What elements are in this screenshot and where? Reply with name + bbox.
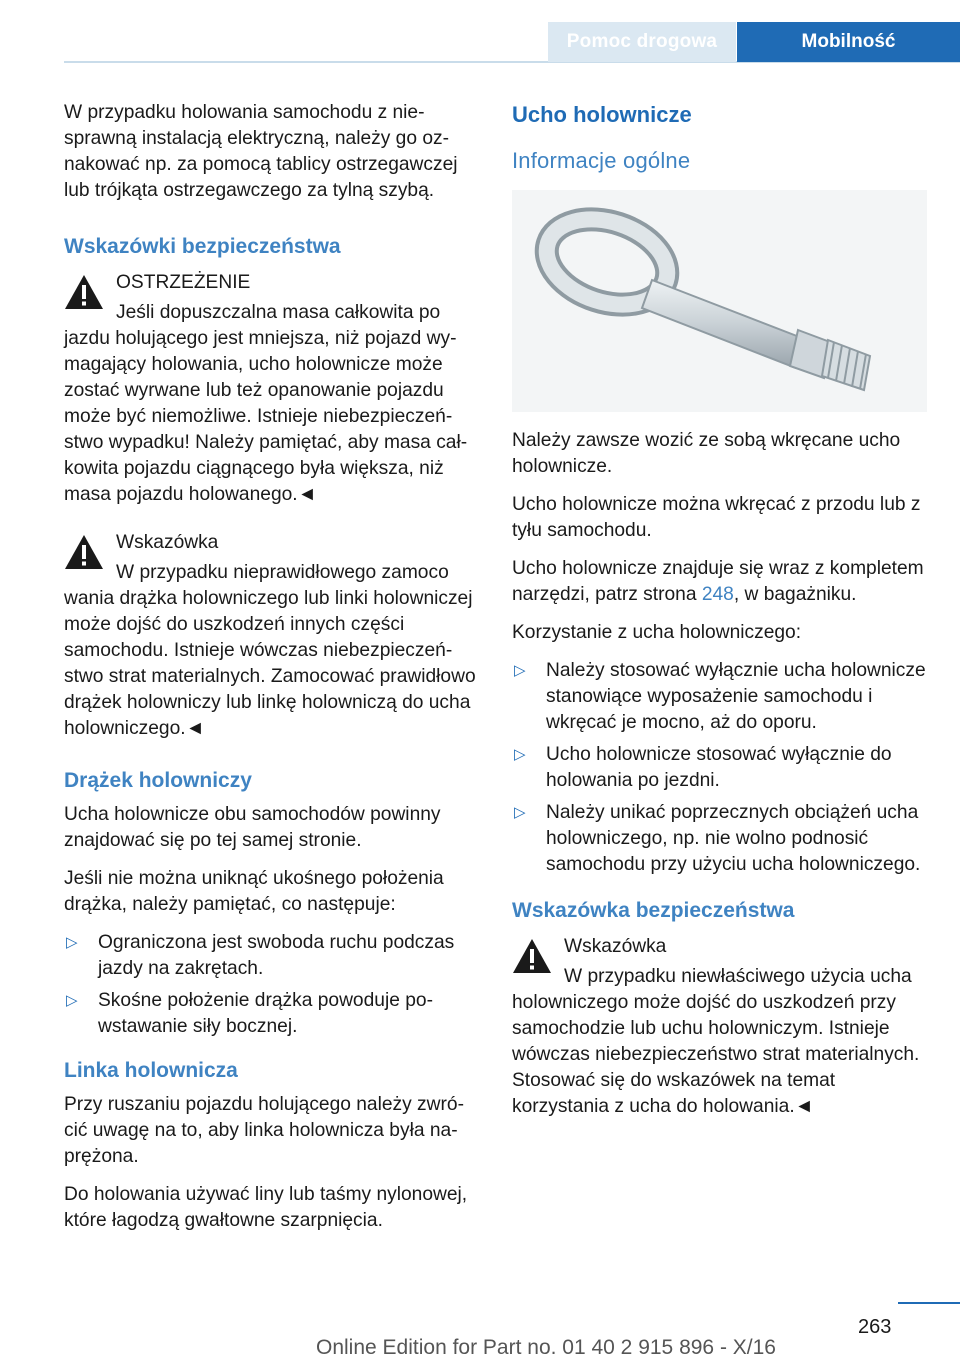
safety-note-heading: Wskazówka bezpieczeństwa <box>512 899 795 922</box>
usage-list <box>512 658 927 878</box>
rope-paragraph-1: Przy ruszaniu pojazdu holującego należy zwrócić uwagę na to, aby linka holownicza była naprężona. <box>64 1094 464 1167</box>
triangle-bullet-icon: ▷ <box>66 934 78 951</box>
tow-eye-heading: Ucho holownicze <box>512 102 692 127</box>
triangle-bullet-icon: ▷ <box>514 746 526 763</box>
triangle-bullet-icon: ▷ <box>66 992 78 1009</box>
warning-triangle-icon <box>64 534 104 570</box>
list-item <box>64 988 479 1040</box>
list-item-text: Ucho holownicze stosować wyłącznie do holowania po jezdni. <box>546 744 892 791</box>
warning-first-line: Jeśli dopuszczalna masa całkowita po <box>116 302 441 323</box>
info-paragraph-2: Ucho holownicze można wkręcać z przodu lub z tyłu samochodu. <box>512 494 921 541</box>
triangle-bullet-icon: ▷ <box>514 804 526 821</box>
warning-block-2 <box>64 530 479 742</box>
page-link-248[interactable]: 248 <box>701 584 734 605</box>
warning-first-line: W przypadku niewłaściwego użycia ucha <box>564 966 912 987</box>
list-item-text: Skośne położenie drążka powoduje powstawanie siły bocznej. <box>98 990 433 1037</box>
right-column <box>512 100 927 1130</box>
warning-title: Wskazówka <box>564 936 667 957</box>
page-number: 263 <box>858 1316 892 1338</box>
triangle-bullet-icon: ▷ <box>514 662 526 679</box>
tab-pomoc-drogowa[interactable]: Pomoc drogowa <box>548 22 736 62</box>
left-column <box>64 100 479 1246</box>
warning-triangle-icon <box>64 274 104 310</box>
info-paragraph-1: Należy zawsze wozić ze sobą wkręcane ucho holownicze. <box>512 430 901 477</box>
info-paragraph-3 <box>512 556 927 608</box>
list-item-text: Należy unikać poprzecznych obciążeń ucha holowniczego, np. nie wolno podnosić samochodu przy użyciu ucha holowniczego. <box>546 802 921 875</box>
bar-heading: Drążek holowniczy <box>64 769 252 792</box>
warning-block-1 <box>64 270 479 508</box>
tab-mobilnosc[interactable]: Mobilność <box>737 22 960 62</box>
list-item <box>64 930 479 982</box>
warning-triangle-icon <box>512 938 552 974</box>
bar-list <box>64 930 479 1040</box>
warning-text: jazdu holującego jest mniejsza, niż pojazd wymagający holowania, ucho holownicze może zostać wyrwane lub też opanowanie pojazdu może być niemożliwe. Istnieje niebezpieczeństwo wypadku! Należy pamiętać, aby masa całkowita pojazdu ciągnącego była większa, niż masa pojazdu holowanego.◄ <box>64 328 468 505</box>
list-item <box>512 800 927 878</box>
warning-title: Wskazówka <box>116 532 219 553</box>
intro-paragraph: W przypadku holowania samochodu z niesprawną instalacją elektryczną, należy go oznakować np. za pomocą tablicy ostrzegawczej lub trójkąta ostrzegawczego za tylną szybą. <box>64 102 458 201</box>
warning-text: holowniczego może dojść do uszkodzeń przy samochodzie lub uchu holowniczym. Istnieje wówczas niebezpieczeństwo strat materialnych. Stosować się do wskazówek na temat korzystania z ucha do holowania.◄ <box>512 992 920 1117</box>
bar-paragraph-2: Jeśli nie można uniknąć ukośnego położenia drążka, należy pamiętać, co następuje: <box>64 868 444 915</box>
list-item-text: Ograniczona jest swoboda ruchu podczas jazdy na zakrętach. <box>98 932 455 979</box>
warning-text: wania drążka holowniczego lub linki holowniczej może dojść do uszkodzeń innych części samochodu. Istnieje wówczas niebezpieczeństwo strat materialnych. Zamocować prawidłowo drążek holowniczy lub linkę holowniczą do ucha holowniczego.◄ <box>64 588 476 739</box>
general-info-heading: Informacje ogólne <box>512 148 691 173</box>
rope-paragraph-2: Do holowania używać liny lub taśmy nylonowej, które łagodzą gwałtowne szarpnięcia. <box>64 1184 468 1231</box>
bar-paragraph-1: Ucha holownicze obu samochodów powinny znajdować się po tej samej stronie. <box>64 804 441 851</box>
warning-first-line: W przypadku nieprawidłowego zamoco <box>116 562 449 583</box>
tow-eye-image <box>512 190 927 412</box>
warning-block-3 <box>512 934 927 1120</box>
list-item-text: Należy stosować wyłącznie ucha holownicze stanowiące wyposażenie samochodu i wkręcać je mocno, aż do oporu. <box>546 660 926 733</box>
rope-heading: Linka holownicza <box>64 1059 238 1082</box>
info-text: Ucho holownicze znajduje się wraz z kompletem narzędzi, patrz strona <box>512 558 924 605</box>
list-item <box>512 658 927 736</box>
tow-eye-illustration <box>512 190 927 412</box>
info-paragraph-4: Korzystanie z ucha holowniczego: <box>512 622 802 643</box>
warning-title: OSTRZEŻENIE <box>116 272 251 293</box>
edition-line: Online Edition for Part no. 01 40 2 915 896 - X/16 <box>316 1336 776 1359</box>
info-text: , w bagażniku. <box>733 584 857 605</box>
safety-heading: Wskazówki bezpieczeństwa <box>64 235 341 258</box>
list-item <box>512 742 927 794</box>
footer-rule <box>898 1302 960 1304</box>
